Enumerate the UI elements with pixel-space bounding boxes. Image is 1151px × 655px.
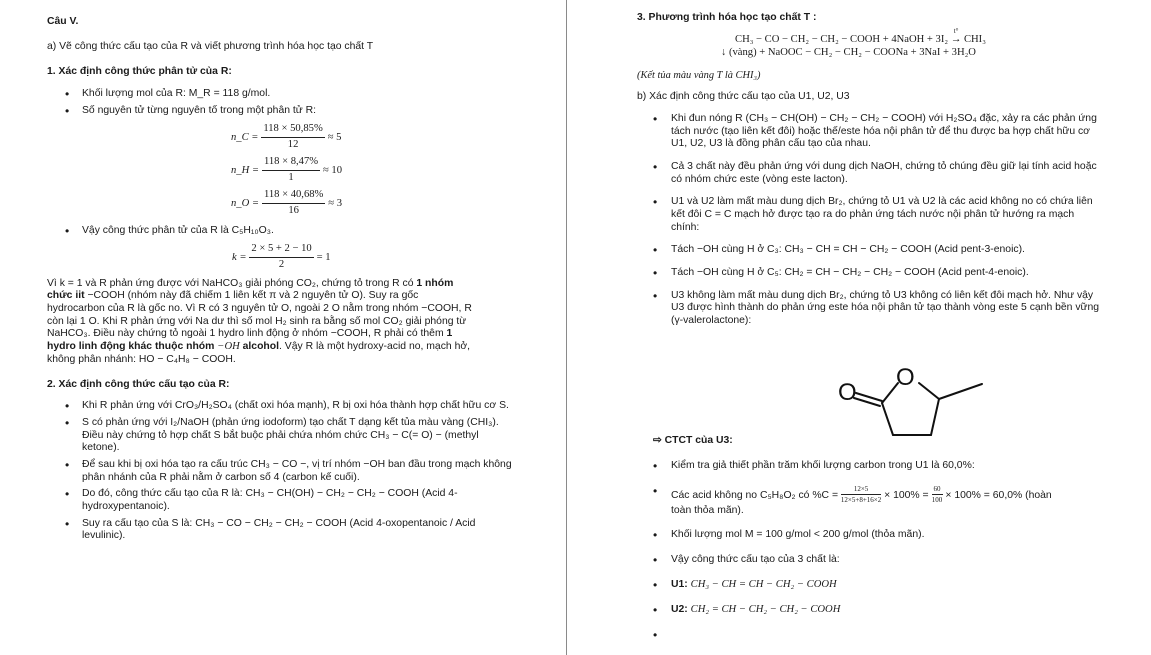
k-equation [232, 243, 546, 272]
calc-conclusion: toàn thỏa mãn). [671, 504, 744, 516]
section-3-title: 3. Phương trình hóa học tạo chất T : [637, 12, 817, 23]
reaction-line-1 [735, 26, 1131, 47]
ctct-u3-label [653, 435, 733, 448]
para-line-6-alcohol: alcohol [242, 340, 280, 352]
ctct-u3-text: CTCT của U3: [664, 435, 733, 446]
column-divider [566, 0, 567, 655]
u3-derivation-item: • U3 không làm mất màu dung dịch Br₂, chứng tỏ U3 không có liên kết đôi mạch hở. Như vậy U3 được hình thành do phản ứng este hóa nội phân tử tạo thành vòng este 5 cạnh bền vững (γ-valerolactone): [637, 290, 1103, 328]
methyl-bond [939, 384, 982, 399]
section-2-title: 2. Xác định công thức cấu tạo của R: [47, 378, 230, 390]
k-lhs: k = [232, 251, 247, 263]
gamma-valerolactone-structure [836, 363, 1036, 449]
carbon-percent-calc [637, 485, 1131, 518]
nC-fraction [261, 123, 324, 152]
empty-bullet [637, 629, 1131, 642]
u2-formula [637, 604, 1131, 617]
arrow-icon: ⇨ [653, 435, 662, 446]
reaction-reactants: CH₃ − CO − CH₂ − CH₂ − COOH + 4NaOH + 3I₂ [735, 33, 949, 45]
reaction-arrow [950, 26, 962, 47]
nH-lhs: n_H = [231, 165, 260, 177]
nO-equation [231, 189, 546, 218]
nO-denominator: 16 [288, 205, 299, 217]
carbon-fraction [841, 485, 881, 505]
ring-bond-o-c4 [919, 383, 939, 399]
para-line-2: −COOH (nhóm này đã chiếm 1 liên kết π và 2 nguyên tử O). Suy ra gốc [87, 290, 419, 302]
dehydration-item: • Khi đun nóng R (CH₃ − CH(OH) − CH₂ − CH₂ − COOH) với H₂SO₄ đặc, xảy ra các phản ứng tách nước (tạo liên kết đôi) hoặc thế/este hóa nội phân tử để thu được ba hợp chất hữu cơ U1, U2, U3 là đồng phân cấu tạo của nhau. [637, 113, 1103, 151]
percent-fraction-num: 60 [932, 485, 943, 496]
part-a-heading: a) Vẽ công thức cấu tạo của R và viết phương trình hóa học tạo chất T [47, 40, 374, 52]
percent-fraction-den: 100 [931, 496, 943, 505]
structure-reasoning-list [47, 400, 513, 543]
atom-count-item: • Số nguyên tử từng nguyên tố trong một phân tử R: [47, 105, 546, 118]
k-result: = 1 [316, 251, 331, 263]
k-denominator: 2 [278, 258, 285, 270]
oxidation-item: • Khi R phản ứng với CrO₃/H₂SO₄ (chất oxi hóa mạnh), R bị oxi hóa thành hợp chất hữu cơ S. [47, 400, 513, 413]
nO-lhs: n_O = [231, 198, 260, 210]
para-line-3: hydrocarbon của R là gốc no. Vì R có 3 nguyên tử O, ngoài 2 O nằm trong nhóm −COOH, R [47, 302, 472, 314]
para-line-1-bold: 1 nhóm [416, 277, 454, 289]
para-line-5: NaHCO₃. Điều này chứng tỏ ngoài 1 hydro linh động ở nhóm −COOH, R phải có thêm [47, 328, 444, 340]
carbon-fraction-num: 12×5 [841, 485, 881, 496]
molar-mass-item: • Khối lượng mol của R: M_R = 118 g/mol. [47, 88, 546, 101]
summary-intro: • Vậy công thức cấu tạo của 3 chất là: [637, 554, 1131, 567]
part-b-heading: b) Xác định công thức cấu tạo của U1, U2, U3 [637, 91, 850, 103]
carbon-fraction-den: 12×5+8+16×2 [840, 496, 882, 505]
verification-list [637, 460, 1131, 641]
molecular-formula-item: • Vậy công thức phân tử của R là C₅H₁₀O₃. [47, 225, 546, 238]
nO-numerator: 118 × 40,68% [262, 189, 325, 204]
u2-label: U2: [671, 603, 688, 615]
para-line-4: còn lại 1 O. Khi R phản ứng với Na dư thì số mol H₂ sinh ra bằng số mol CO₂ giải phóng từ [47, 315, 467, 327]
nC-equation [231, 123, 546, 152]
nH-result: ≈ 10 [322, 165, 343, 177]
molar-mass-check: • Khối lượng mol M = 100 g/mol < 200 g/mol (thỏa mãn). [637, 529, 1131, 542]
u1-formula [637, 579, 1131, 592]
percent-fraction [932, 485, 943, 505]
u1-derivation-item: • Tách −OH cùng H ở C₃: CH₃ − CH = CH − CH₂ − COOH (Acid pent-3-enoic). [637, 244, 1103, 257]
para-line-5-bold: 1 [446, 328, 453, 340]
ring-bond-c2-c1 [882, 403, 893, 435]
analysis-paragraph [47, 278, 546, 367]
para-line-1: Vì k = 1 và R phản ứng được với NaHCO₃ giải phóng CO₂, chứng tỏ trong R có [47, 277, 414, 289]
iodoform-item: • S có phản ứng với I₂/NaOH (phản ứng iodoform) tạo chất T dạng kết tủa màu vàng (CHI₃). Điều này chứng tỏ hợp chất S bắt buộc phải chứa nhóm chức CH₃ − C(= O) − (methyl ketone). [47, 417, 513, 455]
naoh-reaction-item: • Cả 3 chất này đều phản ứng với dung dịch NaOH, chứng tỏ chúng đều giữ lại tính acid hoặc có nhóm chức este (vòng este lacton). [637, 161, 1103, 186]
calc-mid: × 100% = [884, 489, 929, 501]
u2-derivation-item: • Tách −OH cùng H ở C₅: CH₂ = CH − CH₂ − CH₂ − COOH (Acid pent-4-enoic). [637, 267, 1103, 280]
bromine-test-item: • U1 và U2 làm mất màu dung dịch Br₂, chứng tỏ U1 và U2 là các acid không no có chứa liên kết đôi C = C mạch hở được tạo ra do phản ứng tách nước nội phân tử hướng ra mạch chính: [637, 196, 1103, 234]
structure-r-item: • Do đó, công thức cấu tạo của R là: CH₃ − CH(OH) − CH₂ − CH₂ − COOH (Acid 4-hydroxypentanoic). [47, 488, 513, 513]
para-line-6-rest: . Vậy R là một hydroxy-acid no, mạch hở, [279, 340, 471, 352]
u-compounds-list [637, 113, 1103, 328]
para-line-6-bold: hydro linh động khác thuộc nhóm [47, 340, 215, 352]
k-numerator: 2 × 5 + 2 − 10 [249, 243, 313, 258]
para-line-7: không phân nhánh: HO − C₄H₈ − COOH. [47, 353, 236, 365]
nH-numerator: 118 × 8,47% [262, 156, 320, 171]
k-fraction [249, 243, 313, 272]
u1-label: U1: [671, 578, 688, 590]
u1-structure: CH₃ − CH = CH − CH₂ − COOH [690, 578, 837, 590]
nH-denominator: 1 [288, 172, 294, 184]
ring-bond-c4-c3 [931, 399, 939, 435]
nC-lhs: n_C = [231, 132, 259, 144]
nC-numerator: 118 × 50,85% [261, 123, 324, 138]
reaction-line-2: ↓ (vàng) + NaOOC − CH₂ − CH₂ − COONa + 3NaI + 3H₂O [721, 46, 976, 58]
question-title: Câu V. [47, 16, 79, 27]
para-line-6-oh: −OH [217, 340, 240, 352]
nC-denominator: 12 [287, 139, 299, 151]
structure-s-item: • Suy ra cấu tạo của S là: CH₃ − CO − CH₂ − CH₂ − COOH (Acid 4-oxopentanoic / Acid levulinic). [47, 518, 513, 543]
nO-result: ≈ 3 [328, 198, 343, 210]
para-line-2-bold: chức iit [47, 290, 85, 302]
nH-fraction [262, 156, 320, 185]
arrow-symbol: → [950, 33, 962, 45]
ring-oxygen-label: O [896, 364, 915, 391]
oh-position-item: • Để sau khi bị oxi hóa tạo ra cấu trúc CH₃ − CO −, vị trí nhóm −OH ban đầu trong mạch không phân nhánh của R phải nằm ở carbon số 4 (carbon kế cuối). [47, 459, 513, 484]
left-column [0, 0, 566, 655]
reaction-product-chi3: CHI₃ [963, 33, 986, 45]
carbonyl-oxygen-label: O [838, 379, 857, 406]
section-1-title: 1. Xác định công thức phân tử của R: [47, 66, 232, 78]
nO-fraction [262, 189, 325, 218]
right-column [568, 0, 1151, 655]
precipitate-note: (Kết tủa màu vàng T là CHI₃) [637, 69, 761, 81]
u2-structure: CH₂ = CH − CH₂ − CH₂ − COOH [690, 603, 841, 615]
nH-equation [231, 156, 546, 185]
heat-condition: t° [953, 26, 959, 35]
calc-suffix: × 100% = 60,0% (hoàn [945, 489, 1052, 501]
calc-prefix: Các acid không no C₅H₈O₂ có %C = [671, 489, 839, 501]
nC-result: ≈ 5 [327, 132, 342, 144]
carbon-percent-check: • Kiểm tra giả thiết phần trăm khối lượng carbon trong U1 là 60,0%: [637, 460, 1131, 473]
